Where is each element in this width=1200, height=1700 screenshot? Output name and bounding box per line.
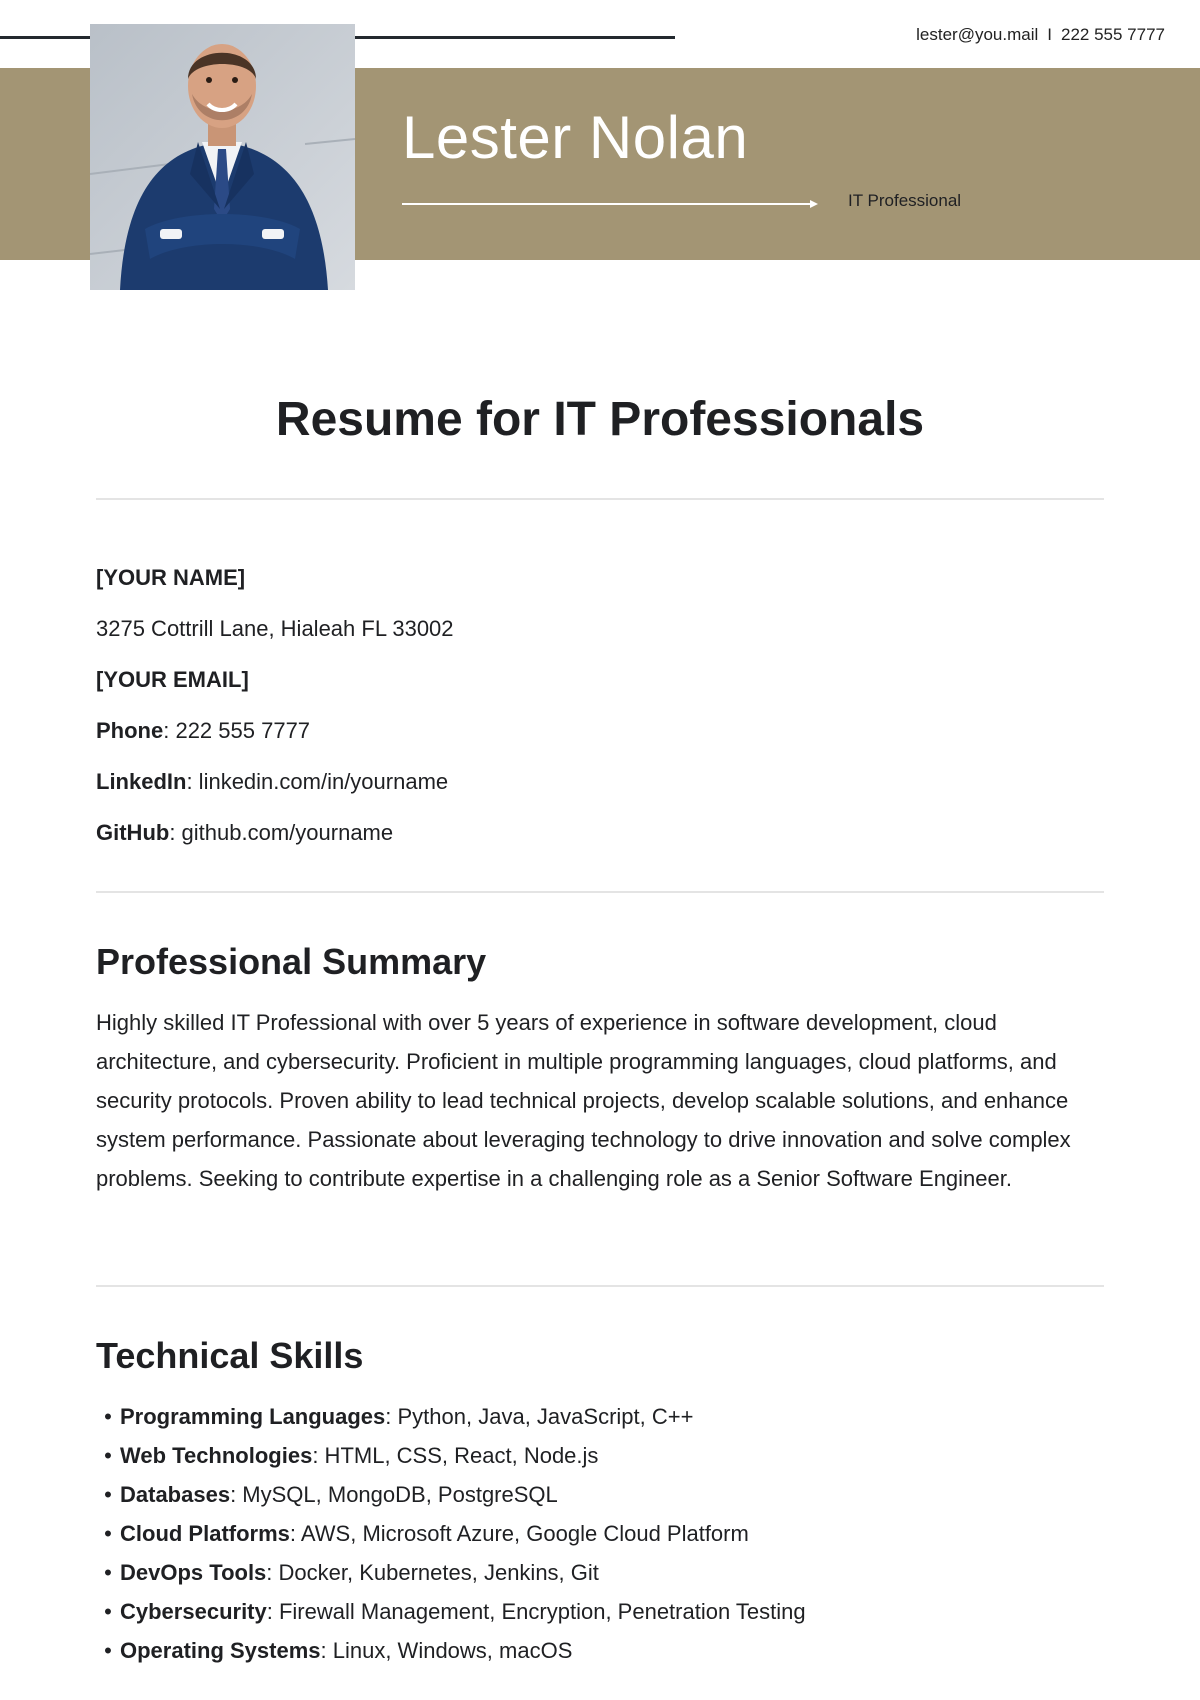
skill-label: Cybersecurity — [120, 1599, 267, 1624]
skills-heading: Technical Skills — [96, 1335, 364, 1376]
contact-info — [96, 552, 454, 858]
skill-label: Operating Systems — [120, 1638, 321, 1663]
skill-value: : Firewall Management, Encryption, Penetration Testing — [266, 1599, 806, 1624]
hero-role: IT Professional — [848, 191, 962, 210]
skill-label: Cloud Platforms — [120, 1521, 290, 1546]
profile-photo — [90, 24, 355, 290]
skill-label: Web Technologies — [120, 1443, 313, 1468]
list-item: • DevOps Tools: Docker, Kubernetes, Jenkins, Git — [104, 1560, 599, 1585]
header-rule-right — [355, 36, 675, 39]
skill-label: Databases — [120, 1482, 231, 1507]
header-phone: 222 555 7777 — [1061, 25, 1165, 44]
header-contact — [916, 25, 1165, 45]
linkedin-value: : linkedin.com/in/yourname — [186, 769, 449, 794]
skill-value: : Python, Java, JavaScript, C++ — [385, 1404, 694, 1429]
contact-name: [YOUR NAME] — [96, 565, 246, 590]
skill-value: : AWS, Microsoft Azure, Google Cloud Platform — [289, 1521, 749, 1546]
linkedin-label: LinkedIn — [96, 769, 187, 794]
skill-value: : MySQL, MongoDB, PostgreSQL — [230, 1482, 558, 1507]
github-label: GitHub — [96, 820, 170, 845]
list-item: • Web Technologies: HTML, CSS, React, Node.js — [104, 1443, 599, 1468]
header-rule-left — [0, 36, 90, 39]
list-item: • Cybersecurity: Firewall Management, Encryption, Penetration Testing — [104, 1599, 806, 1624]
list-item: • Databases: MySQL, MongoDB, PostgreSQL — [104, 1482, 558, 1507]
divider — [96, 891, 1104, 893]
skill-value: : Linux, Windows, macOS — [320, 1638, 573, 1663]
skill-label: DevOps Tools — [120, 1560, 267, 1585]
skills-list — [96, 1397, 806, 1670]
divider — [96, 1285, 1104, 1287]
github-value: : github.com/yourname — [169, 820, 394, 845]
header-email: lester@you.mail — [916, 25, 1039, 44]
contact-email: [YOUR EMAIL] — [96, 667, 249, 692]
list-item: • Operating Systems: Linux, Windows, macOS — [104, 1638, 573, 1663]
list-item: • Cloud Platforms: AWS, Microsoft Azure, Google Cloud Platform — [104, 1521, 749, 1546]
skill-value: : HTML, CSS, React, Node.js — [312, 1443, 599, 1468]
list-item: • Programming Languages: Python, Java, JavaScript, C++ — [104, 1404, 694, 1429]
phone-value: : 222 555 7777 — [163, 718, 311, 743]
summary-text: Highly skilled IT Professional with over 5 years of experience in software development, cloud architecture, and cybersecurity. Proficient in multiple programming languages, cloud platforms, and security protocols. Proven ability to lead technical projects, develop scalable solutions, and enhance system performance. Passionate about leveraging technology to drive innovation and solve complex problems. Seeking to contribute expertise in a challenging role as a Senior Software Engineer. — [96, 1010, 1071, 1191]
skill-label: Programming Languages — [120, 1404, 386, 1429]
divider — [96, 498, 1104, 500]
hero-name: Lester Nolan — [402, 104, 749, 171]
phone-label: Phone — [96, 718, 164, 743]
hero-arrow-icon — [402, 199, 822, 209]
contact-address: 3275 Cottrill Lane, Hialeah FL 33002 — [96, 616, 454, 641]
skill-value: : Docker, Kubernetes, Jenkins, Git — [266, 1560, 599, 1585]
page-title: Resume for IT Professionals — [275, 393, 925, 446]
header-separator: I — [1047, 25, 1052, 44]
summary-heading: Professional Summary — [96, 941, 487, 982]
